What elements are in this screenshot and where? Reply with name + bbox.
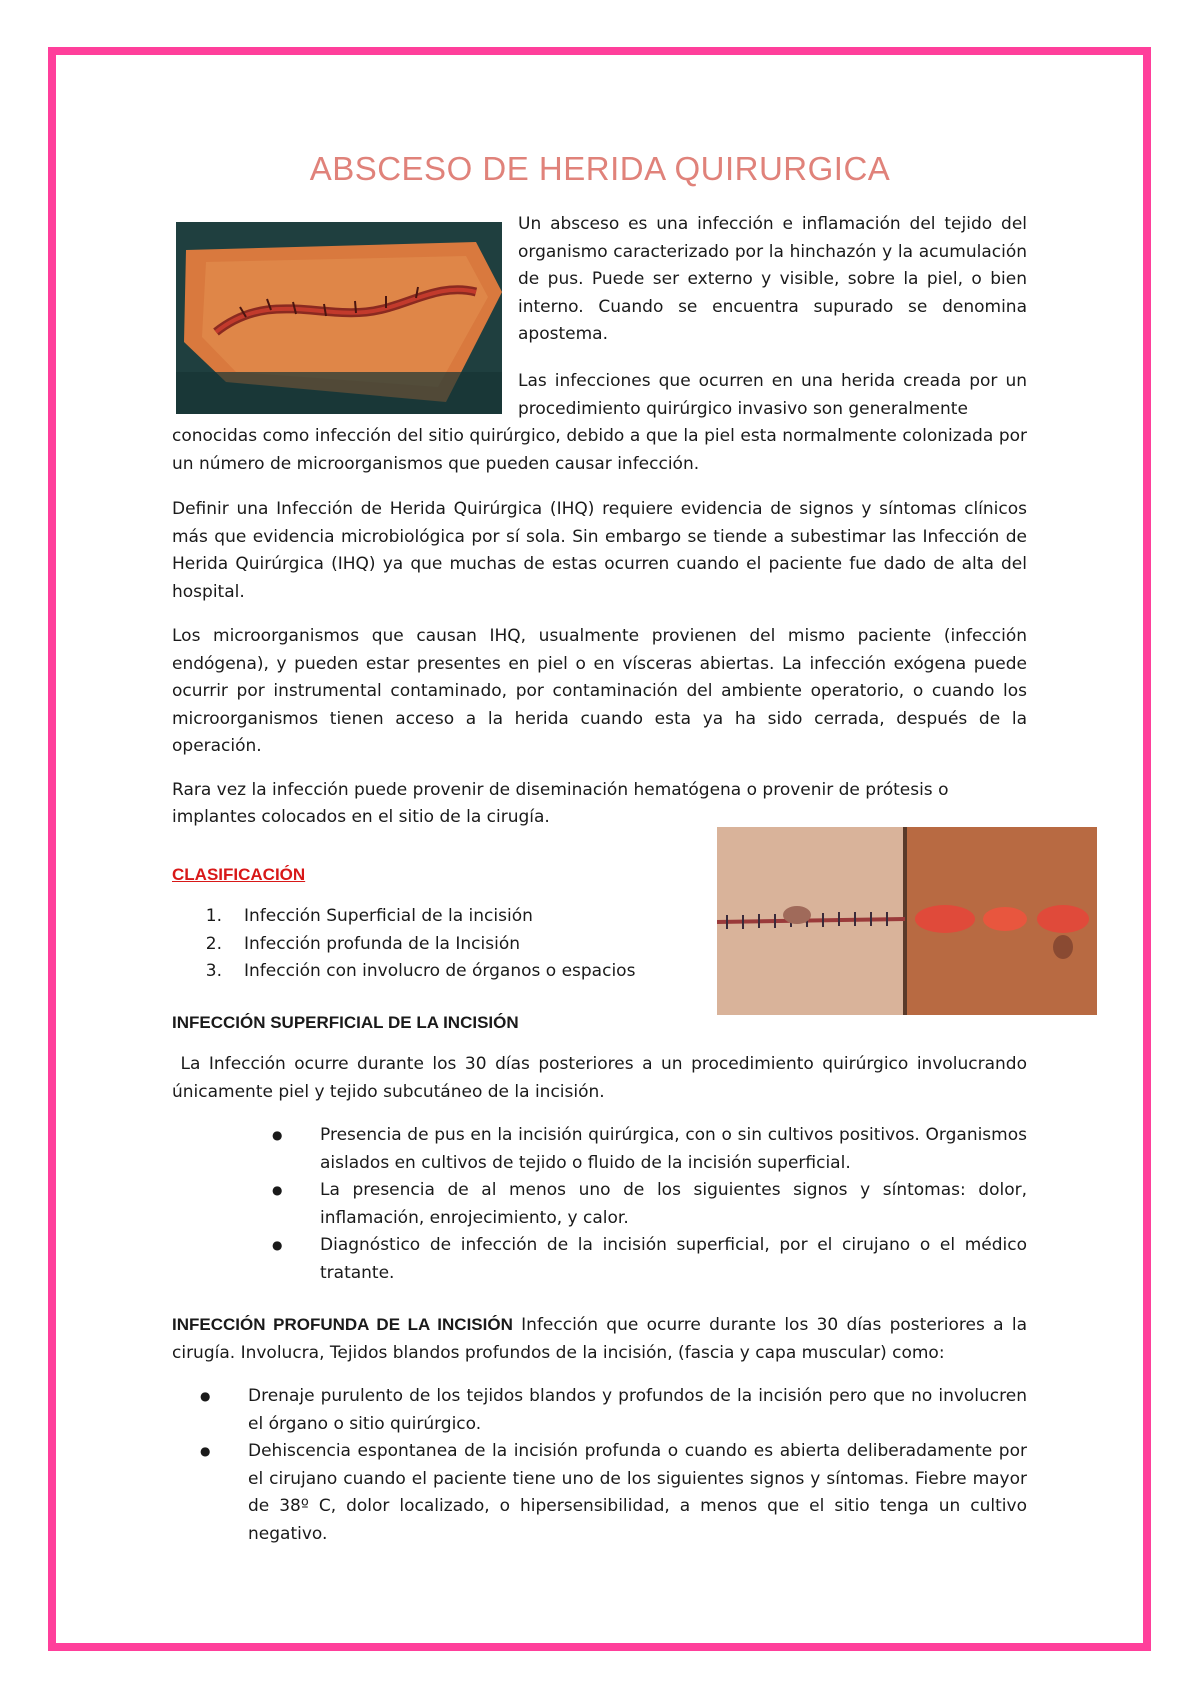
profunda-bullets <box>200 1383 1027 1548</box>
profunda-heading: INFECCIÓN PROFUNDA DE LA INCISIÓN <box>172 1315 513 1334</box>
profunda-paragraph: INFECCIÓN PROFUNDA DE LA INCISIÓN Infección que ocurre durante los 30 días posteriores a la cirugía. Involucra, Tejidos blandos profundos de la incisión, (fascia y capa muscular) como: <box>172 1315 1027 1363</box>
paragraph-hematogenous-a: Rara vez la infección puede provenir de diseminación hematógena o provenir de prótesis o <box>172 780 949 800</box>
bullet-icon: ● <box>272 1128 283 1142</box>
bullet-icon: ● <box>272 1238 283 1252</box>
bullet-icon: ● <box>200 1389 211 1403</box>
list-item: ● Dehiscencia espontanea de la incisión profunda o cuando es abierta deliberadamente por el cirujano cuando el paciente tiene uno de los siguientes signos y síntomas. Fiebre mayor de 38º C, dolor localizado, o hipersensibilidad, a menos que el sitio tenga un cultivo negativo. <box>200 1438 1027 1548</box>
page-title: ABSCESO DE HERIDA QUIRURGICA <box>309 150 891 187</box>
paragraph-definition: Definir una Infección de Herida Quirúrgica (IHQ) requiere evidencia de signos y síntomas clínicos más que evidencia microbiológica por sí sola. Sin embargo se tiende a subestimar las Infección de Herida Quirúrgica (IHQ) ya que muchas de estas ocurren cuando el paciente fue dado de alta del hospital. <box>172 499 1027 602</box>
list-item: ● Presencia de pus en la incisión quirúrgica, con o sin cultivos positivos. Organismos aislados en cultivos de tejido o fluido de la incisión superficial. <box>272 1122 1027 1177</box>
bullet-icon: ● <box>200 1444 211 1458</box>
list-item: ● La presencia de al menos uno de los siguientes signos y síntomas: dolor, inflamación, enrojecimiento, y calor. <box>272 1177 1027 1232</box>
intro-paragraph-2a: Las infecciones que ocurren en una herida creada por un procedimiento quirúrgico invasivo son generalmente <box>518 371 1027 419</box>
intro-paragraph-1: Un absceso es una infección e inflamación del tejido del organismo caracterizado por la hinchazón y la acumulación de pus. Puede ser externo y visible, sobre la piel, o bien interno. Cuando se encuentra supurado se denomina apostema. <box>518 214 1027 344</box>
paragraph-microorganisms: Los microorganismos que causan IHQ, usualmente provienen del mismo paciente (infección endógena), y pueden estar presentes en piel o en vísceras abiertas. La infección exógena puede ocurrir por instrumental contaminado, por contaminación del ambiente operatorio, o cuando los microorganismos tienen acceso a la herida cuando esta ya ha sido cerrada, después de la operación. <box>172 626 1027 756</box>
list-item: 2. Infección profunda de la Incisión <box>205 933 520 954</box>
paragraph-hematogenous-b: implantes colocados en el sitio de la cirugía. <box>172 807 550 827</box>
intro-paragraph-2b: conocidas como infección del sitio quirúrgico, debido a que la piel esta normalmente colonizada por un número de microorganismos que pueden causar infección. <box>172 426 1027 474</box>
list-item: 3. Infección con involucro de órganos o espacios <box>205 961 636 981</box>
list-item: ● Diagnóstico de infección de la incisión superficial, por el cirujano o el médico tratante. <box>272 1232 1027 1287</box>
wound-photo-1 <box>176 222 502 414</box>
superficial-paragraph: La Infección ocurre durante los 30 días posteriores a un procedimiento quirúrgico involucrando únicamente piel y tejido subcutáneo de la incisión. <box>172 1054 1027 1102</box>
superficial-heading: INFECCIÓN SUPERFICIAL DE LA INCISIÓN <box>172 1013 519 1032</box>
list-item: ● Drenaje purulento de los tejidos blandos y profundos de la incisión pero que no involucren el órgano o sitio quirúrgico. <box>200 1383 1027 1438</box>
wound-photo-2 <box>717 827 1097 1015</box>
clasificacion-list <box>172 903 732 986</box>
list-item: 1. Infección Superficial de la incisión <box>205 906 533 926</box>
bullet-icon: ● <box>272 1183 283 1197</box>
superficial-bullets <box>272 1122 1027 1287</box>
clasificacion-heading: CLASIFICACIÓN <box>172 865 306 884</box>
